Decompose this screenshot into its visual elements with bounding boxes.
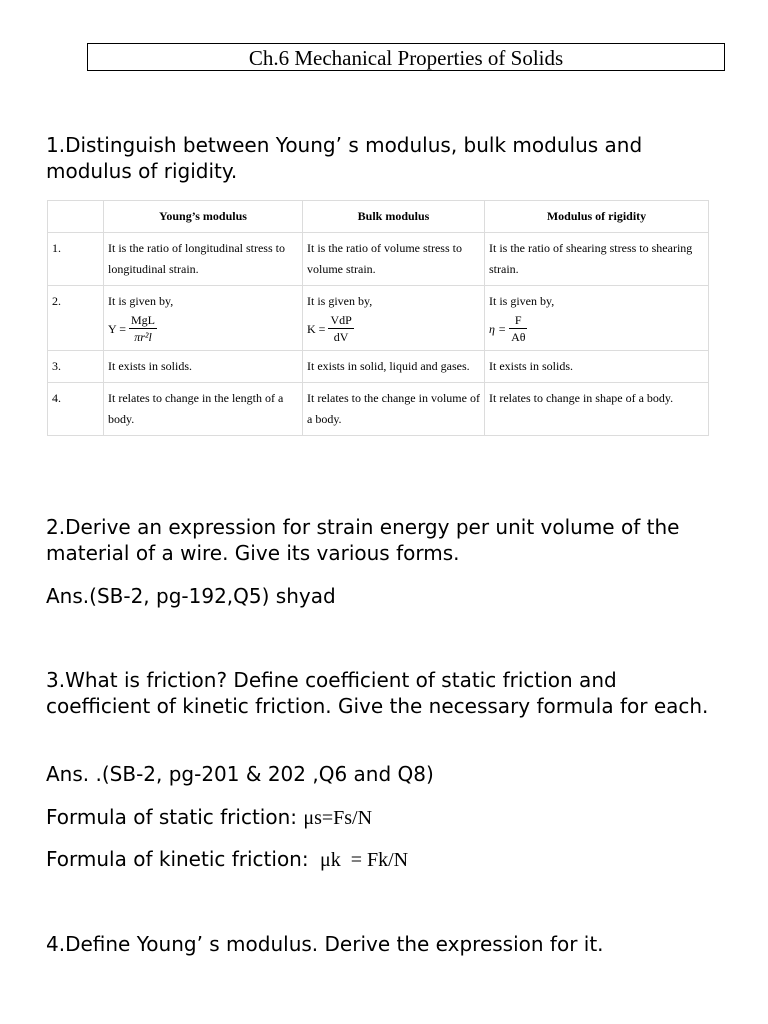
formula-denominator: dV xyxy=(333,330,349,344)
cell-bulk: It relates to the change in volume of a body. xyxy=(303,383,485,436)
page-title: Ch.6 Mechanical Properties of Solids xyxy=(87,43,725,71)
formula-fraction xyxy=(129,312,157,345)
question-1: 1.Distinguish between Young’ s modulus, bulk modulus and modulus of rigidity. xyxy=(46,133,643,183)
comparison-table xyxy=(47,200,709,436)
cell-rigidity: It exists in solids. xyxy=(485,351,709,383)
table-row xyxy=(48,233,709,286)
formula-denominator: Aθ xyxy=(511,330,526,344)
cell-young xyxy=(104,286,303,351)
table-header-row xyxy=(48,201,709,233)
table-header-bulk: Bulk modulus xyxy=(303,201,485,233)
formula-numerator: MgL xyxy=(131,313,155,327)
given-by-label: It is given by, xyxy=(307,294,373,308)
young-formula xyxy=(108,312,298,345)
row-number: 3. xyxy=(48,351,104,383)
rigidity-formula xyxy=(489,312,704,345)
cell-bulk: It exists in solid, liquid and gases. xyxy=(303,351,485,383)
table-header-num xyxy=(48,201,104,233)
cell-bulk xyxy=(303,286,485,351)
formula-fraction xyxy=(328,312,353,345)
bulk-formula xyxy=(307,312,480,345)
formula-denominator: πr²l xyxy=(134,330,152,344)
cell-rigidity: It relates to change in shape of a body. xyxy=(485,383,709,436)
kinetic-friction-formula: μk = Fk/N xyxy=(314,849,409,871)
formula-lhs: K = xyxy=(307,321,326,336)
question-2: 2.Derive an expression for strain energy per unit volume of the material of a wire. Give its various forms. xyxy=(46,515,680,565)
question-3: 3.What is friction? Define coefficient of static friction and coefficient of kinetic friction. Give the necessary formula for each. xyxy=(46,668,709,718)
given-by-label: It is given by, xyxy=(489,294,555,308)
cell-young: It exists in solids. xyxy=(104,351,303,383)
formula-numerator: VdP xyxy=(330,313,352,327)
table-header-rigidity: Modulus of rigidity xyxy=(485,201,709,233)
formula-lhs: η = xyxy=(489,321,507,336)
question-4: 4.Define Young’ s modulus. Derive the expression for it. xyxy=(46,932,604,956)
cell-bulk: It is the ratio of volume stress to volume strain. xyxy=(303,233,485,286)
answer-3: Ans. .(SB-2, pg-201 & 202 ,Q6 and Q8) xyxy=(46,762,434,786)
row-number: 2. xyxy=(48,286,104,351)
static-friction-formula: μs=Fs/N xyxy=(303,807,373,829)
formula-fraction xyxy=(509,312,527,345)
answer-2: Ans.(SB-2, pg-192,Q5) shyad xyxy=(46,584,336,608)
table-row xyxy=(48,383,709,436)
cell-young: It relates to change in the length of a body. xyxy=(104,383,303,436)
cell-rigidity: It is the ratio of shearing stress to shearing strain. xyxy=(485,233,709,286)
table-row xyxy=(48,286,709,351)
given-by-label: It is given by, xyxy=(108,294,174,308)
table-header-young: Young’s modulus xyxy=(104,201,303,233)
row-number: 4. xyxy=(48,383,104,436)
cell-young: It is the ratio of longitudinal stress to longitudinal strain. xyxy=(104,233,303,286)
kinetic-friction-label: Formula of kinetic friction: xyxy=(46,847,315,871)
kinetic-friction-formula-line xyxy=(46,846,726,873)
row-number: 1. xyxy=(48,233,104,286)
cell-rigidity xyxy=(485,286,709,351)
formula-numerator: F xyxy=(509,312,527,329)
formula-lhs: Y = xyxy=(108,321,126,336)
table-row xyxy=(48,351,709,383)
static-friction-formula-line xyxy=(46,804,726,831)
static-friction-label: Formula of static friction: xyxy=(46,805,304,829)
